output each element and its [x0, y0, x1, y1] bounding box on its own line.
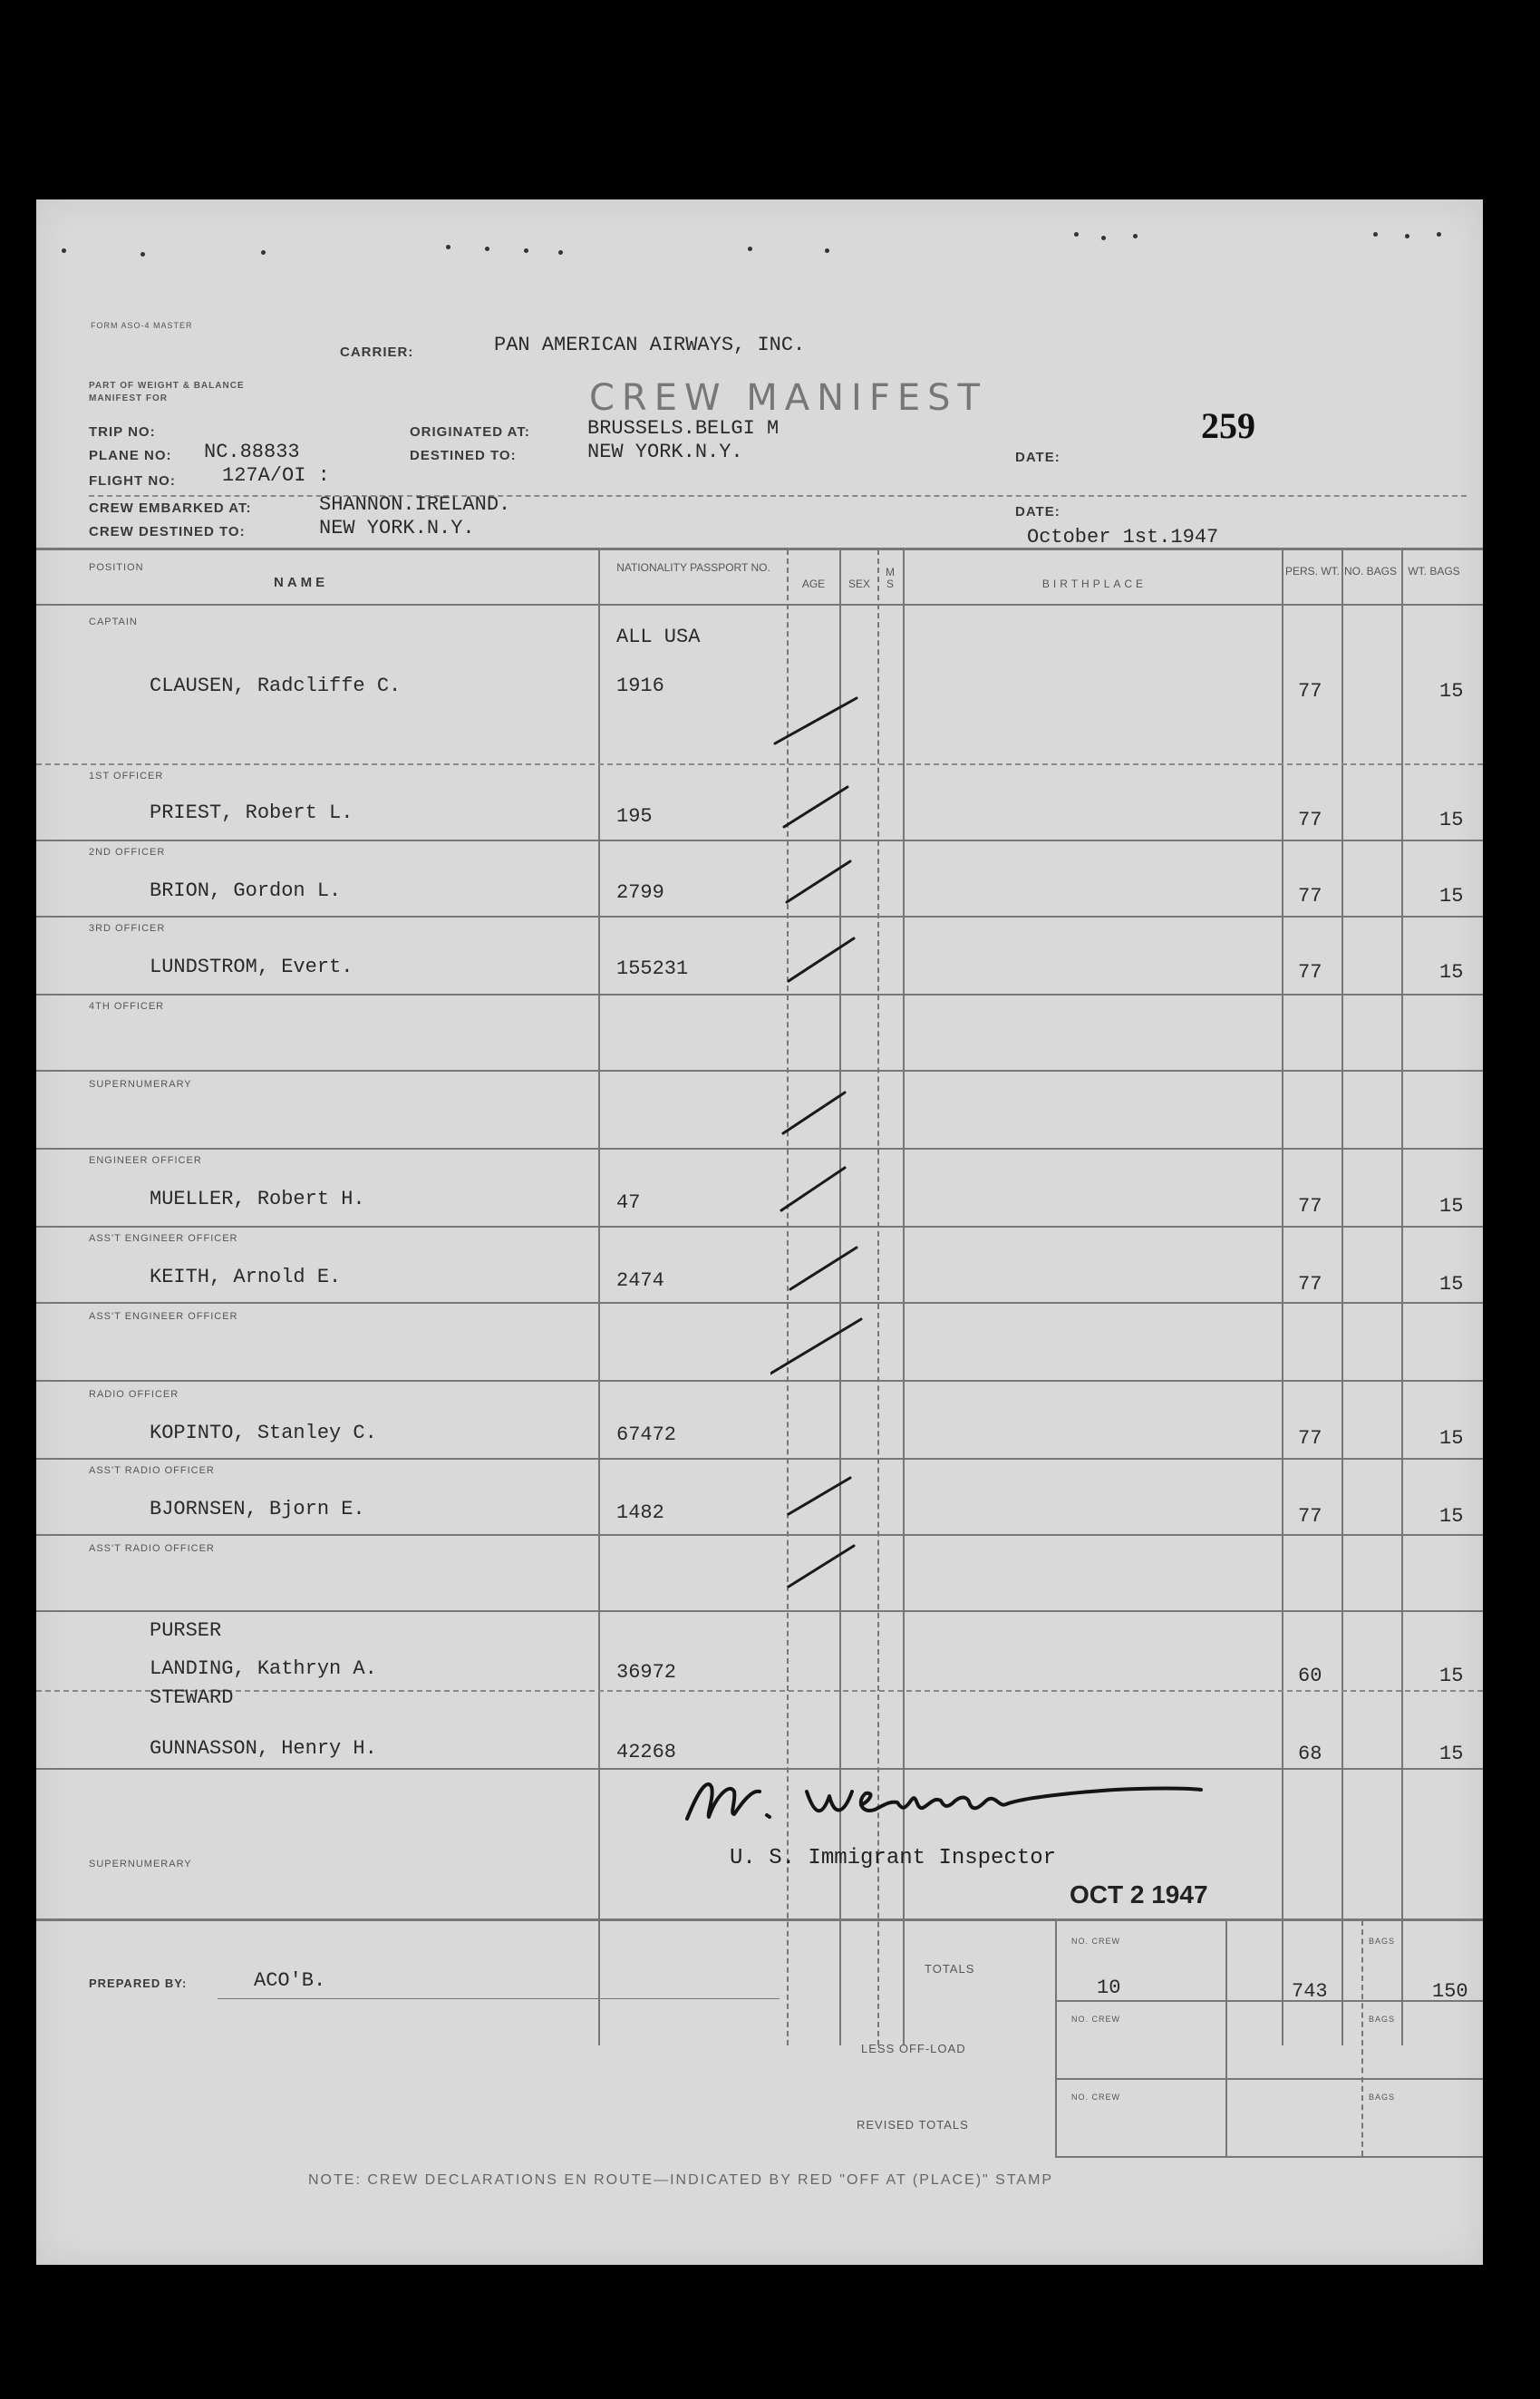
table-bottom-border: [36, 1918, 1483, 1921]
bags-label: BAGS: [1369, 2093, 1396, 2102]
manifest-for-label: MANIFEST FOR: [89, 393, 168, 403]
row-divider: [36, 1534, 1483, 1536]
plane-value: NC.88833: [204, 441, 300, 463]
speck: [1074, 232, 1079, 237]
crew-wt-bags: 15: [1439, 1505, 1464, 1528]
position-label: ENGINEER OFFICER: [89, 1155, 202, 1166]
header-divider: [89, 495, 1467, 497]
crew-passport: 1482: [616, 1501, 664, 1524]
crew-wt-bags: 15: [1439, 1743, 1464, 1765]
crew-passport: 2799: [616, 881, 664, 904]
row-divider: [36, 1070, 1483, 1072]
crew-name: GUNNASSON, Henry H.: [150, 1737, 377, 1760]
form-number: FORM ASO-4 MASTER: [91, 321, 193, 330]
total-weight: 743: [1292, 1980, 1328, 2003]
position-label: 2ND OFFICER: [89, 847, 166, 858]
crew-wt-bags: 15: [1439, 1665, 1464, 1687]
flight-value: 127A/OI :: [222, 464, 330, 487]
totals-row-rule: [1055, 2156, 1483, 2158]
date-label: DATE:: [1015, 450, 1061, 465]
page-title: CREW MANIFEST: [589, 377, 987, 419]
crew-name: KEITH, Arnold E.: [150, 1266, 342, 1288]
crew-wt-bags: 15: [1439, 1273, 1464, 1296]
crew-wt-bags: 15: [1439, 1195, 1464, 1218]
crew-name: LANDING, Kathryn A.: [150, 1657, 377, 1680]
page-number: 259: [1201, 405, 1255, 446]
check-mark: [784, 787, 847, 827]
check-marks: [770, 635, 906, 1949]
check-mark: [781, 1168, 845, 1210]
table-top-border: [36, 548, 1483, 550]
row-divider: [36, 840, 1483, 841]
row-divider: [36, 1226, 1483, 1228]
totals-label: TOTALS: [925, 1962, 975, 1976]
row-divider: [36, 1458, 1483, 1460]
position-label: 1ST OFFICER: [89, 771, 164, 782]
crew-pers-wt: 77: [1298, 1427, 1322, 1450]
check-mark: [775, 698, 857, 743]
crew-pers-wt: 77: [1298, 1195, 1322, 1218]
speck: [1133, 234, 1138, 238]
speck: [140, 252, 145, 257]
crew-name: PRIEST, Robert L.: [150, 801, 354, 824]
row-divider: [36, 1610, 1483, 1612]
crew-destined-label: CREW DESTINED TO:: [89, 524, 246, 539]
prepared-by-value: ACO'B.: [254, 1969, 326, 1992]
row-divider: [36, 1302, 1483, 1304]
crew-pers-wt: 77: [1298, 1273, 1322, 1296]
row-divider: [36, 763, 1483, 765]
position-label: CAPTAIN: [89, 617, 138, 627]
position-label: PURSER: [150, 1619, 222, 1642]
destined-value: NEW YORK.N.Y.: [587, 441, 743, 463]
destined-label: DESTINED TO:: [410, 448, 517, 463]
inspector-signature: [680, 1764, 1206, 1837]
no-crew-label: NO. CREW: [1071, 2093, 1120, 2102]
position-label: ASS'T RADIO OFFICER: [89, 1465, 215, 1476]
position-label: SUPERNUMERARY: [89, 1079, 192, 1090]
date-label-2: DATE:: [1015, 504, 1061, 520]
row-divider: [36, 1380, 1483, 1382]
crew-pers-wt: 77: [1298, 809, 1322, 831]
crew-name: BRION, Gordon L.: [150, 879, 342, 902]
check-mark: [789, 1478, 850, 1514]
crew-name: MUELLER, Robert H.: [150, 1188, 365, 1210]
crew-name: KOPINTO, Stanley C.: [150, 1422, 377, 1444]
manifest-date: October 1st.1947: [1027, 526, 1219, 549]
col-pers-wt: PERS. WT.: [1285, 565, 1341, 578]
crew-passport: 47: [616, 1191, 641, 1214]
totals-divider: [1055, 1920, 1057, 2156]
part-of-label: PART OF WEIGHT & BALANCE: [89, 381, 245, 391]
position-label: 4TH OFFICER: [89, 1001, 165, 1012]
position-label: SUPERNUMERARY: [89, 1859, 192, 1870]
crew-destined-value: NEW YORK.N.Y.: [319, 517, 475, 539]
crew-name: BJORNSEN, Bjorn E.: [150, 1498, 365, 1520]
crew-wt-bags: 15: [1439, 809, 1464, 831]
crew-embarked-value: SHANNON.IRELAND.: [319, 493, 511, 516]
position-label: 3RD OFFICER: [89, 923, 166, 934]
crew-passport: 42268: [616, 1741, 677, 1763]
flight-label: FLIGHT NO:: [89, 473, 176, 489]
received-date-stamp: OCT 2 1947: [1070, 1880, 1208, 1909]
col-position: POSITION: [89, 562, 144, 573]
crew-name: CLAUSEN, Radcliffe C.: [150, 675, 402, 697]
less-off-load-label: LESS OFF-LOAD: [861, 2042, 966, 2055]
speck: [485, 247, 489, 251]
originated-value: BRUSSELS.BELGI M: [587, 417, 780, 440]
check-mark: [789, 938, 854, 981]
speck: [524, 248, 528, 253]
crew-pers-wt: 77: [1298, 885, 1322, 908]
crew-wt-bags: 15: [1439, 885, 1464, 908]
col-wt-bags: WT. BAGS: [1408, 565, 1460, 578]
carrier-name: PAN AMERICAN AIRWAYS, INC.: [494, 334, 806, 356]
check-mark: [789, 1546, 854, 1587]
col-no-bags: NO. BAGS: [1343, 565, 1397, 578]
prepared-by-label: PREPARED BY:: [89, 1977, 188, 1990]
footer-note: NOTE: CREW DECLARATIONS EN ROUTE—INDICATED BY RED "OFF AT (PLACE)" STAMP: [308, 2172, 1054, 2188]
check-mark: [770, 1319, 861, 1374]
totals-divider: [1225, 1920, 1227, 2156]
crew-name: LUNDSTROM, Evert.: [150, 956, 354, 978]
total-crew: 10: [1097, 1977, 1121, 1999]
row-divider: [36, 994, 1483, 996]
crew-wt-bags: 15: [1439, 680, 1464, 703]
inspector-title: U. S. Immigrant Inspector: [730, 1846, 1057, 1870]
speck: [558, 250, 563, 255]
totals-row-rule: [1055, 2000, 1483, 2002]
speck: [1437, 232, 1441, 237]
speck: [825, 248, 829, 253]
bags-label: BAGS: [1369, 2015, 1396, 2024]
prepared-by-line: [218, 1998, 780, 1999]
row-divider: [36, 1148, 1483, 1150]
crew-pers-wt: 77: [1298, 961, 1322, 984]
position-label: ASS'T RADIO OFFICER: [89, 1543, 215, 1554]
crew-pers-wt: 77: [1298, 680, 1322, 703]
col-divider: [1401, 549, 1403, 2045]
crew-passport: 155231: [616, 957, 689, 980]
speck: [446, 245, 450, 249]
revised-totals-label: REVISED TOTALS: [857, 2118, 969, 2132]
position-label: RADIO OFFICER: [89, 1389, 179, 1400]
crew-passport: 67472: [616, 1423, 677, 1446]
speck: [1373, 232, 1378, 237]
originated-label: ORIGINATED AT:: [410, 424, 530, 440]
total-bags: 150: [1432, 1980, 1468, 2003]
bags-label: BAGS: [1369, 1937, 1396, 1946]
col-divider: [1282, 549, 1283, 2045]
plane-label: PLANE NO:: [89, 448, 172, 463]
speck: [261, 250, 266, 255]
crew-passport: 36972: [616, 1661, 677, 1684]
crew-wt-bags: 15: [1439, 1427, 1464, 1450]
check-mark: [783, 1093, 845, 1133]
nationality-note: ALL USA: [616, 626, 701, 648]
crew-pers-wt: 60: [1298, 1665, 1322, 1687]
crew-passport: 195: [616, 805, 653, 828]
manifest-sheet: [36, 199, 1483, 2265]
carrier-label: CARRIER:: [340, 345, 414, 360]
col-age: AGE: [801, 578, 826, 590]
col-divider: [1341, 549, 1343, 2045]
row-divider: [36, 1690, 1483, 1692]
col-birthplace: BIRTHPLACE: [1041, 578, 1148, 590]
speck: [62, 248, 66, 253]
trip-label: TRIP NO:: [89, 424, 156, 440]
row-divider: [36, 916, 1483, 918]
check-mark: [787, 861, 850, 902]
col-divider: [598, 549, 600, 2045]
column-header-rule: [36, 604, 1483, 606]
col-m: M S: [886, 566, 895, 590]
crew-pers-wt: 77: [1298, 1505, 1322, 1528]
position-label: ASS'T ENGINEER OFFICER: [89, 1311, 238, 1322]
speck: [748, 247, 752, 251]
crew-passport: 1916: [616, 675, 664, 697]
col-name: NAME: [274, 575, 329, 590]
no-crew-label: NO. CREW: [1071, 1937, 1120, 1946]
crew-embarked-label: CREW EMBARKED AT:: [89, 500, 252, 516]
totals-row-rule: [1055, 2078, 1483, 2080]
totals-divider: [1361, 1920, 1363, 2156]
crew-passport: 2474: [616, 1269, 664, 1292]
position-label: STEWARD: [150, 1686, 234, 1709]
crew-pers-wt: 68: [1298, 1743, 1322, 1765]
crew-wt-bags: 15: [1439, 961, 1464, 984]
col-sex: SEX: [847, 578, 870, 590]
speck: [1405, 234, 1409, 238]
check-mark: [790, 1248, 857, 1289]
no-crew-label: NO. CREW: [1071, 2015, 1120, 2024]
col-nationality: NATIONALITY PASSPORT NO.: [616, 561, 770, 574]
position-label: ASS'T ENGINEER OFFICER: [89, 1233, 238, 1244]
speck: [1101, 236, 1106, 240]
